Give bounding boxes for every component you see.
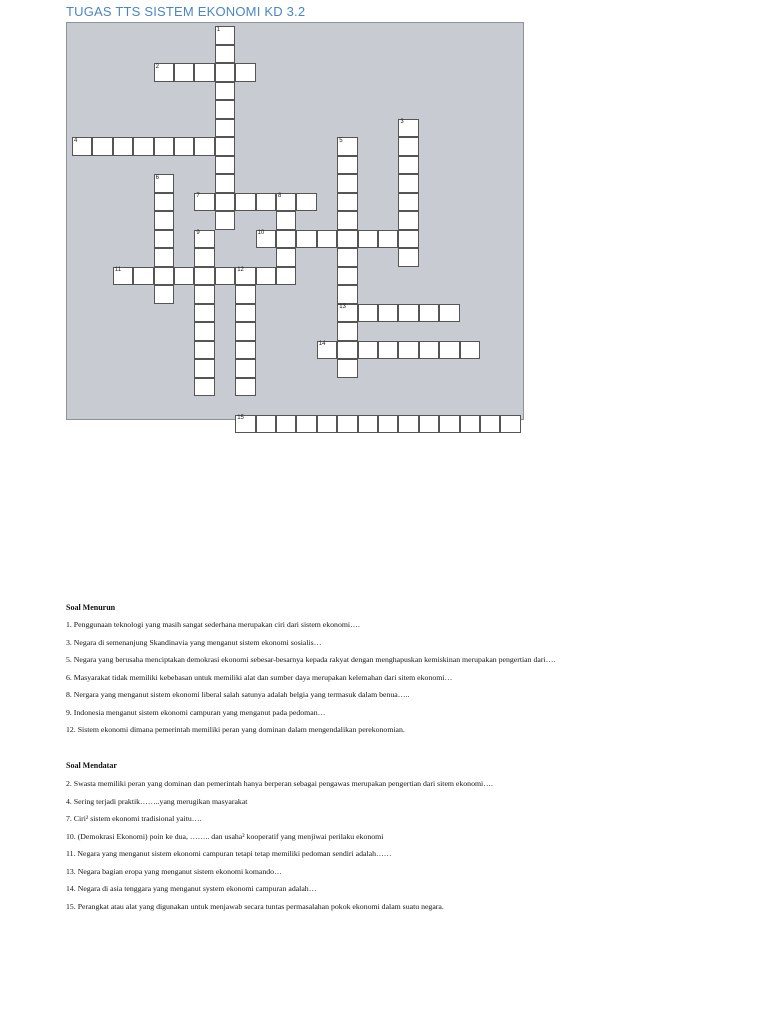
grid-cell[interactable]	[174, 267, 194, 286]
grid-cell[interactable]	[276, 211, 296, 230]
clue-item: 13. Negara bagian eropa yang menganut sistem ekonomi komando…	[66, 866, 282, 876]
grid-cell[interactable]	[358, 341, 378, 360]
grid-cell[interactable]	[133, 267, 153, 286]
grid-cell[interactable]	[235, 193, 255, 212]
grid-cell[interactable]	[154, 193, 174, 212]
grid-cell[interactable]	[235, 285, 255, 304]
grid-cell[interactable]	[378, 341, 398, 360]
grid-cell[interactable]	[337, 193, 357, 212]
grid-cell[interactable]	[317, 230, 337, 249]
clue-number: 7	[196, 193, 200, 199]
grid-cell[interactable]	[194, 267, 214, 286]
grid-cell[interactable]	[419, 341, 439, 360]
grid-cell[interactable]	[337, 415, 357, 434]
grid-cell[interactable]	[419, 304, 439, 323]
grid-cell[interactable]	[337, 267, 357, 286]
clue-item: 3. Negara di semenanjung Skandinavia yang menganut sistem ekonomi sosialis…	[66, 637, 322, 647]
grid-cell[interactable]	[337, 285, 357, 304]
grid-cell[interactable]	[398, 341, 418, 360]
clue-item: 8. Nergara yang menganut sistem ekonomi liberal salah satunya adalah belgia yang termasuk dalam benua…..	[66, 690, 410, 699]
grid-cell[interactable]	[215, 156, 235, 175]
clue-item: 9. Indonesia menganut sistem ekonomi campuran yang menganut pada pedoman…	[66, 707, 326, 717]
grid-cell[interactable]	[439, 341, 459, 360]
grid-cell[interactable]	[215, 211, 235, 230]
clue-number: 5	[339, 137, 343, 144]
grid-cell[interactable]	[439, 304, 459, 323]
grid-cell[interactable]	[337, 248, 357, 267]
grid-cell[interactable]	[419, 415, 439, 434]
grid-cell[interactable]	[337, 304, 357, 323]
grid-cell[interactable]	[154, 248, 174, 267]
clue-number: 3	[400, 119, 404, 125]
grid-cell[interactable]	[174, 63, 194, 82]
grid-cell[interactable]	[215, 193, 235, 212]
grid-cell[interactable]	[154, 230, 174, 249]
grid-cell[interactable]	[296, 415, 316, 434]
grid-cell[interactable]	[398, 174, 418, 193]
grid-cell[interactable]	[113, 137, 133, 156]
grid-cell[interactable]	[235, 304, 255, 323]
grid-cell[interactable]	[154, 174, 174, 193]
menurun-heading: Soal Menurun	[66, 603, 116, 612]
crossword-grid	[66, 22, 524, 420]
grid-cell[interactable]	[194, 378, 214, 397]
grid-cell[interactable]	[113, 267, 133, 286]
grid-cell[interactable]	[358, 304, 378, 323]
grid-cell[interactable]	[256, 267, 276, 286]
clue-number: 10	[257, 230, 265, 236]
clue-number: 15	[237, 415, 244, 421]
grid-cell[interactable]	[398, 137, 418, 156]
grid-cell[interactable]	[398, 415, 418, 434]
grid-cell[interactable]	[235, 322, 255, 341]
page-title: TUGAS TTS SISTEM EKONOMI KD 3.2	[66, 4, 306, 19]
grid-cell[interactable]	[215, 45, 235, 64]
grid-cell[interactable]	[235, 359, 255, 378]
clue-number: 9	[196, 230, 200, 236]
grid-cell[interactable]	[235, 341, 255, 360]
grid-cell[interactable]	[337, 322, 357, 341]
grid-cell[interactable]	[154, 211, 174, 230]
clue-number: 12	[237, 267, 244, 273]
clue-number: 13	[339, 304, 346, 310]
clue-item: 14. Negara di asia tenggara yang menganut system ekonomi campuran adalah…	[66, 884, 317, 893]
grid-cell[interactable]	[256, 415, 276, 434]
grid-cell[interactable]	[358, 230, 378, 249]
clue-item: 4. Sering terjadi praktik……..yang merugikan masyarakat	[66, 796, 248, 806]
grid-cell[interactable]	[398, 211, 418, 230]
grid-cell[interactable]	[194, 359, 214, 378]
grid-cell[interactable]	[194, 322, 214, 341]
grid-cell[interactable]	[337, 137, 357, 156]
grid-cell[interactable]	[296, 193, 316, 212]
grid-cell[interactable]	[398, 248, 418, 267]
grid-cell[interactable]	[194, 341, 214, 360]
grid-cell[interactable]	[480, 415, 500, 434]
grid-cell[interactable]	[378, 415, 398, 434]
grid-cell[interactable]	[317, 341, 337, 360]
grid-cell[interactable]	[194, 137, 214, 156]
clue-number: 8	[278, 193, 282, 199]
clue-number: 2	[155, 63, 159, 70]
clue-number: 14	[318, 341, 326, 347]
grid-cell[interactable]	[276, 267, 296, 286]
grid-cell[interactable]	[296, 230, 316, 249]
grid-cell[interactable]	[154, 267, 174, 286]
mendatar-heading: Soal Mendatar	[66, 761, 117, 770]
grid-cell[interactable]	[337, 156, 357, 175]
grid-cell[interactable]	[92, 137, 112, 156]
grid-cell[interactable]	[398, 156, 418, 175]
grid-cell[interactable]	[174, 137, 194, 156]
grid-cell[interactable]	[378, 304, 398, 323]
grid-cell[interactable]	[337, 359, 357, 378]
grid-cell[interactable]	[194, 63, 214, 82]
clue-item: 1. Penggunaan teknologi yang masih sangat sederhana merupakan ciri dari sistem ekonomi….	[66, 620, 360, 629]
grid-cell[interactable]	[276, 193, 296, 212]
grid-cell[interactable]	[398, 304, 418, 323]
grid-cell[interactable]	[276, 230, 296, 249]
grid-cell[interactable]	[235, 267, 255, 286]
grid-cell[interactable]	[194, 248, 214, 267]
grid-cell[interactable]	[194, 304, 214, 323]
grid-cell[interactable]	[215, 82, 235, 101]
clue-number: 4	[74, 137, 78, 144]
grid-cell[interactable]	[398, 230, 418, 249]
grid-cell[interactable]	[215, 100, 235, 119]
grid-cell[interactable]	[460, 415, 480, 434]
grid-cell[interactable]	[235, 415, 255, 434]
grid-cell[interactable]	[378, 230, 398, 249]
grid-cell[interactable]	[215, 63, 235, 82]
clue-item: 10. (Demokrasi Ekonomi) poin ke dua, …….. dan usaha² kooperatif yang menjiwai perilaku ekonomi	[66, 831, 384, 841]
grid-cell[interactable]	[215, 137, 235, 156]
grid-cell[interactable]	[398, 119, 418, 138]
grid-cell[interactable]	[337, 341, 357, 360]
grid-cell[interactable]	[215, 119, 235, 138]
grid-cell[interactable]	[194, 193, 214, 212]
grid-cell[interactable]	[276, 248, 296, 267]
grid-cell[interactable]	[215, 267, 235, 286]
grid-cell[interactable]	[215, 174, 235, 193]
grid-cell[interactable]	[337, 174, 357, 193]
grid-cell[interactable]	[337, 230, 357, 249]
clue-number: 6	[155, 174, 159, 181]
clue-item: 6. Masyarakat tidak memiliki kebebasan untuk memiliki alat dan sumber daya merupakan kelemahan dari sitem ekonomi…	[66, 672, 453, 682]
grid-cell[interactable]	[72, 137, 92, 156]
grid-cell[interactable]	[317, 415, 337, 434]
grid-cell[interactable]	[358, 415, 378, 434]
grid-cell[interactable]	[154, 137, 174, 156]
grid-cell[interactable]	[256, 230, 276, 249]
clue-item: 11. Negara yang menganut sistem ekonomi campuran tetapi tetap memiliki pedoman sendiri adalah……	[66, 849, 392, 858]
clue-item: 12. Sistem ekonomi dimana pemerintah memiliki peran yang dominan dalam mengendalikan perekonomian.	[66, 725, 405, 734]
clue-item: 5. Negara yang berusaha menciptakan demokrasi ekonomi sebesar-besarnya kepada rakyat dengan menghapuskan kemiskinan merupakan pengertian dari….	[66, 655, 556, 664]
grid-cell[interactable]	[337, 211, 357, 230]
grid-cell[interactable]	[500, 415, 520, 434]
clue-item: 2. Swasta memiliki peran yang dominan dan pemerintah hanya berperan sebagai pengawas merupakan pengertian dari sitem ekonomi….	[66, 779, 493, 788]
grid-cell[interactable]	[256, 193, 276, 212]
clue-item: 7. Ciri² sistem ekonomi tradisional yaitu….	[66, 814, 202, 823]
grid-cell[interactable]	[133, 137, 153, 156]
grid-cell[interactable]	[276, 415, 296, 434]
grid-cell[interactable]	[194, 230, 214, 249]
grid-cell[interactable]	[235, 378, 255, 397]
grid-cell[interactable]	[154, 285, 174, 304]
grid-cell[interactable]	[460, 341, 480, 360]
clue-item: 15. Perangkat atau alat yang digunakan untuk menjawab secara tuntas permasalahan pokok ekonomi dalam suatu negara.	[66, 901, 444, 911]
grid-cell[interactable]	[215, 26, 235, 45]
clue-number: 11	[114, 267, 122, 273]
grid-cell[interactable]	[154, 63, 174, 82]
grid-cell[interactable]	[398, 193, 418, 212]
grid-cell[interactable]	[439, 415, 459, 434]
grid-cell[interactable]	[235, 63, 255, 82]
clue-number: 1	[216, 26, 221, 33]
grid-cell[interactable]	[194, 285, 214, 304]
